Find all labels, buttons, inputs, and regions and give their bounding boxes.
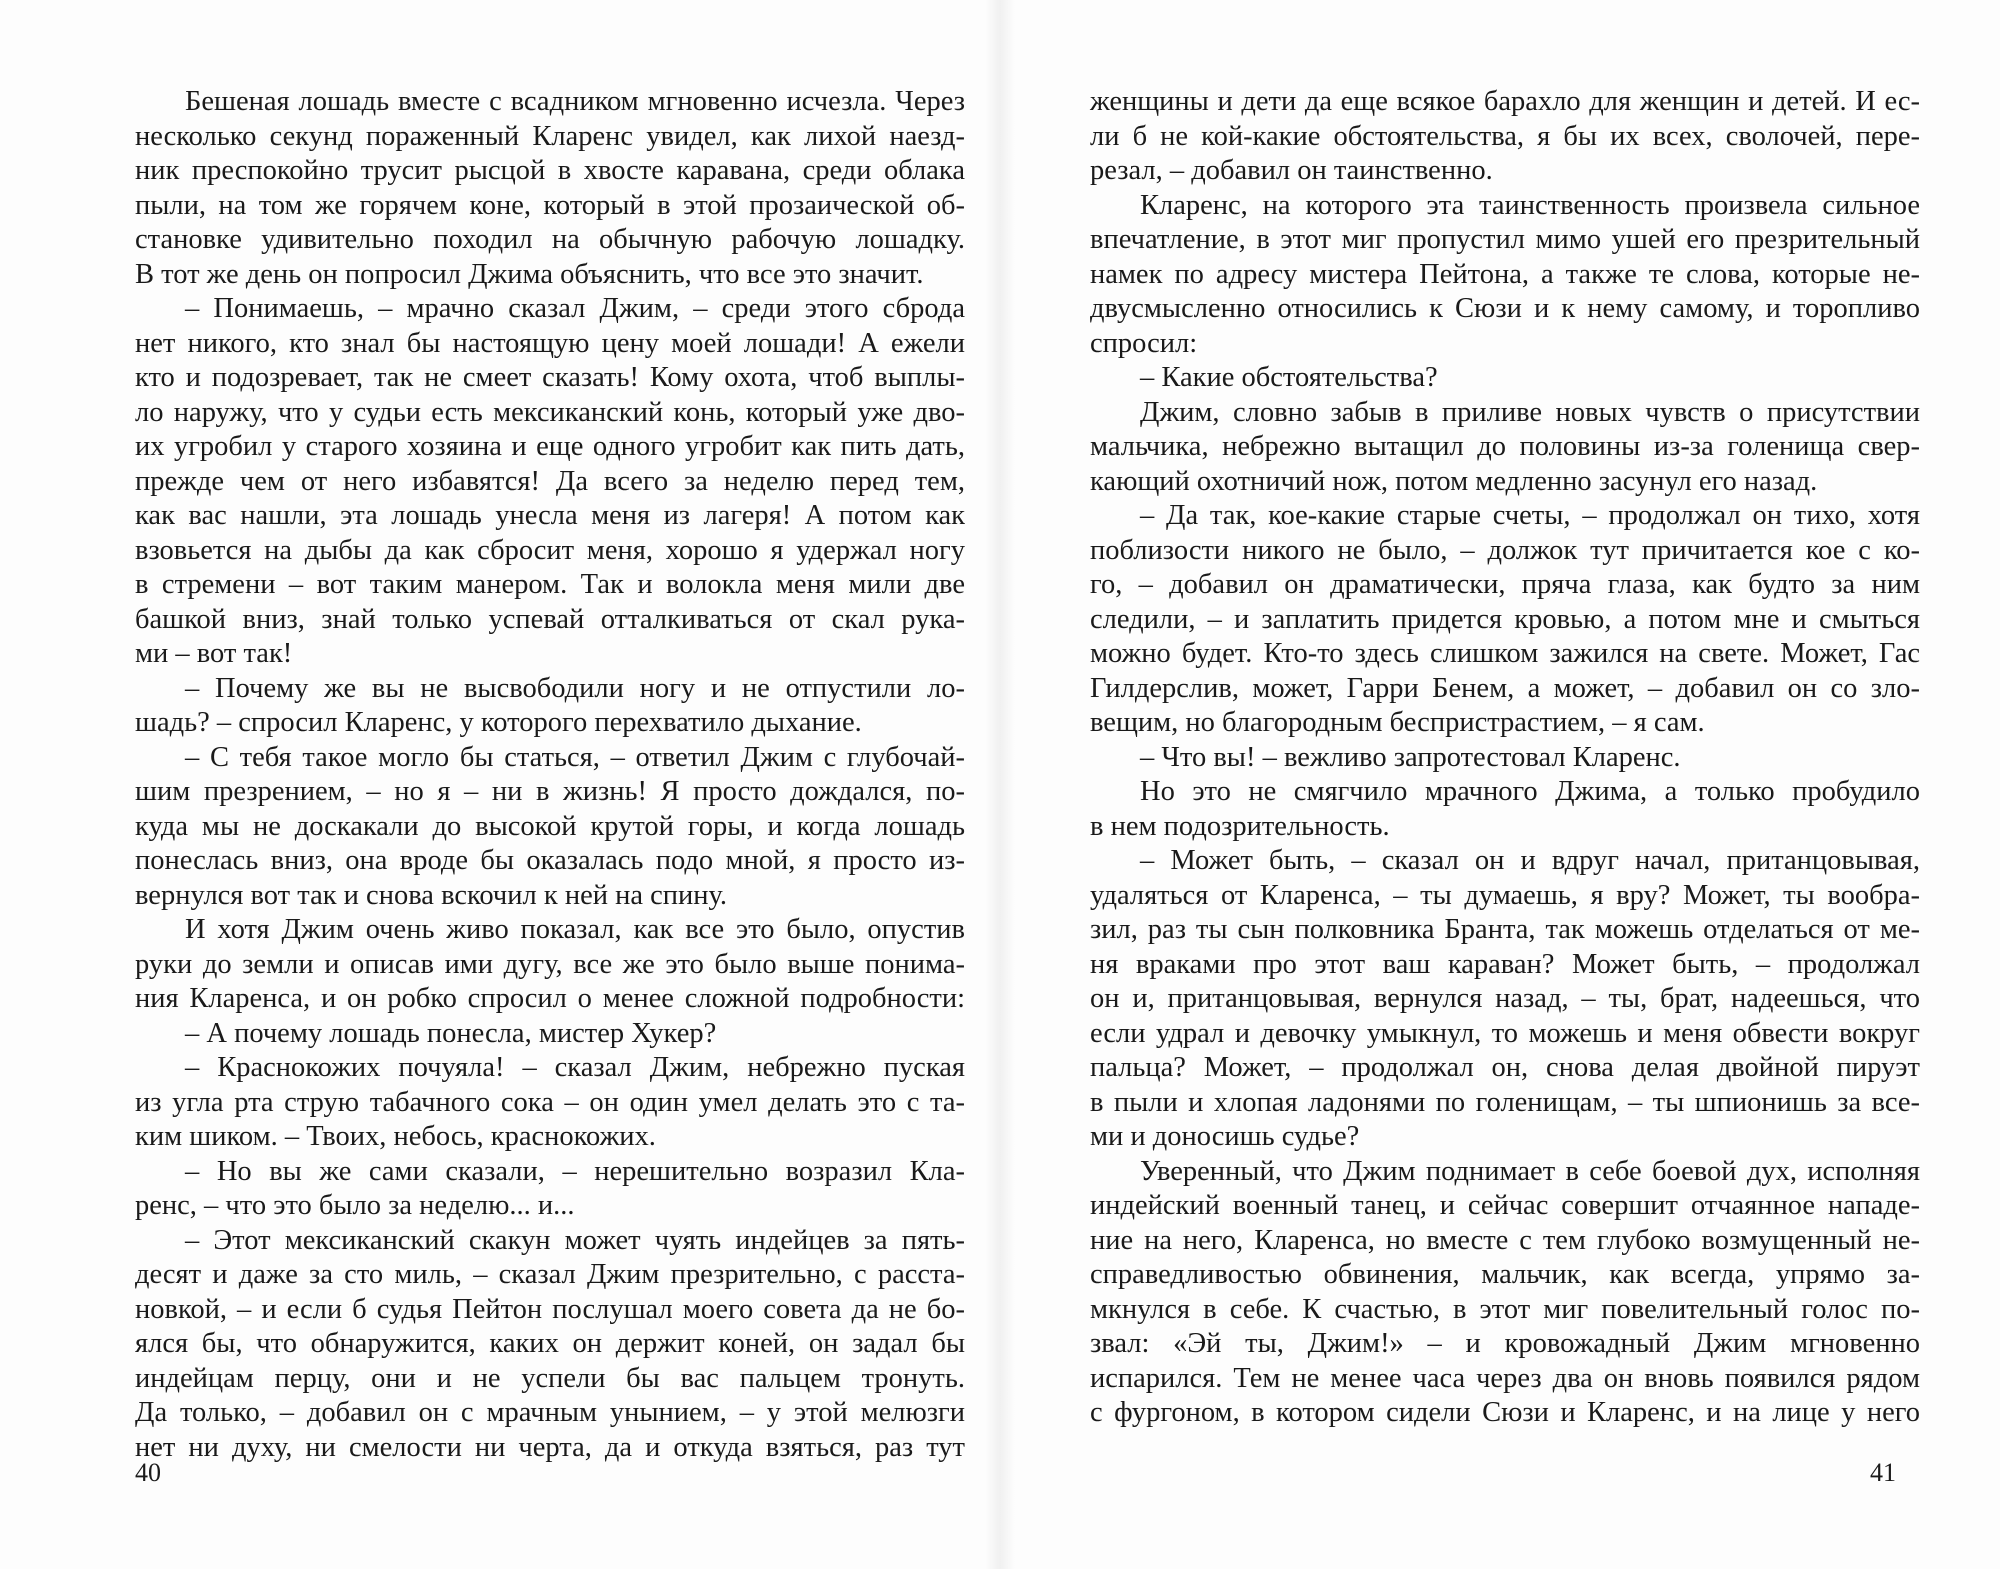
text-line: – Да так, кое-какие старые счеты, – продолжал он тихо, хотя xyxy=(1140,500,1920,531)
text-line: Да только, – добавил он с мрачным унынием, – у этой мелюзги xyxy=(135,1397,965,1428)
text-line: – Почему же вы не высвободили ногу и не отпустили ло- xyxy=(185,672,965,704)
text-line: ми и доносишь судье? xyxy=(1090,1121,1360,1152)
text-line: взовьется на дыбы да как сбросит меня, хорошо я удержал ногу xyxy=(135,534,965,566)
text-line: – Какие обстоятельства? xyxy=(1140,362,1438,393)
text-line: понеслась вниз, она вроде бы оказалась подо мной, я просто из- xyxy=(135,845,965,876)
left-page xyxy=(135,85,965,1465)
text-line: – Понимаешь, – мрачно сказал Джим, – среди этого сброда xyxy=(185,293,965,324)
text-line: индейский военный танец, и сейчас совершит отчаянное нападе- xyxy=(1090,1190,1920,1221)
text-line: Уверенный, что Джим поднимает в себе боевой дух, исполняя xyxy=(1140,1155,1920,1187)
right-page xyxy=(1090,85,1920,1431)
text-line: если удрал и девочку умыкнул, то можешь и меня обвести вокруг xyxy=(1090,1017,1920,1049)
text-line: нет ни духу, ни смелости ни черта, да и откуда взяться, раз тут xyxy=(135,1431,965,1463)
text-line: пыли, на том же горячем коне, который в этой прозаической об- xyxy=(135,189,965,221)
text-line: впечатление, в этот миг пропустил мимо ушей его презрительный xyxy=(1090,224,1920,255)
text-line: новкой, – и если б судья Пейтон послушал моего совета да не бо- xyxy=(135,1293,965,1325)
text-line: Гилдерслив, может, Гарри Бенем, а может, – добавил он со зло- xyxy=(1090,672,1920,704)
text-line: Но это не смягчило мрачного Джима, а только пробудило xyxy=(1140,776,1920,807)
text-line: он и, пританцовывая, вернулся назад, – ты, брат, надеешься, что xyxy=(1090,983,1920,1014)
text-line: мальчика, небрежно вытащил до половины из-за голенища свер- xyxy=(1090,431,1920,462)
text-line: Джим, словно забыв в приливе новых чувств о присутствии xyxy=(1140,396,1920,428)
text-line: в пыли и хлопая ладонями по голенищам, – ты шпионишь за все- xyxy=(1090,1086,1920,1118)
text-line: ло наружу, что у судьи есть мексиканский конь, который уже дво- xyxy=(135,396,965,428)
text-line: шим презрением, – но я – ни в жизнь! Я просто дождался, по- xyxy=(135,776,965,807)
text-line: индейцам перцу, они и не успели бы вас пальцем тронуть. xyxy=(135,1362,965,1394)
text-line: звал: «Эй ты, Джим!» – и кровожадный Джим мгновенно xyxy=(1090,1328,1920,1359)
text-line: мкнулся в себе. К счастью, в этот миг повелительный голос по- xyxy=(1090,1293,1920,1325)
text-line: – Этот мексиканский скакун может чуять индейцев за пять- xyxy=(185,1224,965,1256)
text-line: в нем подозрительность. xyxy=(1090,810,1390,842)
page-number-left: 40 xyxy=(135,1458,161,1487)
text-line: намек по адресу мистера Пейтона, а также те слова, которые не- xyxy=(1090,258,1920,290)
text-line: испарился. Тем не менее часа через два он вновь появился рядом xyxy=(1090,1362,1920,1394)
text-line: зил, раз ты сын полковника Бранта, так можешь отделаться от ме- xyxy=(1090,914,1920,945)
text-line: поблизости никого не было, – должок тут причитается кое с ко- xyxy=(1090,534,1920,566)
text-line: как вас нашли, эта лошадь унесла меня из лагеря! А потом как xyxy=(135,500,965,531)
text-line: ми – вот так! xyxy=(135,638,293,669)
text-line: – Что вы! – вежливо запротестовал Кларенс. xyxy=(1140,741,1681,773)
text-line: – С тебя такое могло бы статься, – ответил Джим с глубочай- xyxy=(185,741,965,773)
text-line: И хотя Джим очень живо показал, как все это было, опустив xyxy=(185,914,965,945)
text-line: следили, – и заплатить придется кровью, а потом мне и смыться xyxy=(1090,603,1920,635)
text-line: В тот же день он попросил Джима объяснить, что все это значит. xyxy=(135,258,924,290)
text-line: ренс, – что это было за неделю... и... xyxy=(135,1190,575,1221)
text-line: в стремени – вот таким манером. Так и волокла меня мили две xyxy=(135,569,965,600)
text-line: прежде чем от него избавятся! Да всего за неделю перед тем, xyxy=(135,465,965,497)
text-line: с фургоном, в котором сидели Сюзи и Кларенс, и на лице у него xyxy=(1090,1397,1920,1428)
text-line: куда мы не доскакали до высокой крутой горы, и когда лошадь xyxy=(135,810,965,842)
text-line: шадь? – спросил Кларенс, у которого перехватило дыхание. xyxy=(135,707,862,738)
text-line: спросил: xyxy=(1090,327,1198,359)
text-line: кто и подозревает, так не смеет сказать! Кому охота, чтоб выплы- xyxy=(135,362,965,393)
text-line: их угробил у старого хозяина и еще одного угробит как пить дать, xyxy=(135,431,965,462)
text-line: ние на него, Кларенса, но вместе с тем глубоко возмущенный не- xyxy=(1090,1224,1920,1256)
text-line: вернулся вот так и снова вскочил к ней на спину. xyxy=(135,879,728,911)
text-line: – А почему лошадь понесла, мистер Хукер? xyxy=(185,1017,717,1049)
text-line: руки до земли и описав ими дугу, все же это было выше понима- xyxy=(135,948,965,980)
text-line: ялся бы, что обнаружится, каких он держит коней, он задал бы xyxy=(135,1328,965,1359)
text-line: удаляться от Кларенса, – ты думаешь, я вру? Может, ты вообра- xyxy=(1090,879,1920,911)
text-line: справедливостью обвинения, мальчик, как всегда, упрямо за- xyxy=(1090,1259,1920,1290)
text-line: ли б не кой-какие обстоятельства, я бы их всех, сволочей, пере- xyxy=(1090,120,1920,152)
text-line: ния Кларенса, и он робко спросил о менее сложной подробности: xyxy=(135,983,965,1014)
page-number-right: 41 xyxy=(1870,1458,1896,1487)
text-line: становке удивительно походил на обычную рабочую лошадку. xyxy=(135,224,965,255)
text-line: го, – добавил он драматически, пряча глаза, как будто за ним xyxy=(1090,569,1920,600)
text-line: Бешеная лошадь вместе с всадником мгновенно исчезла. Через xyxy=(185,86,965,117)
book-gutter xyxy=(985,0,1015,1569)
right-page-text xyxy=(1090,85,1920,1431)
text-line: кающий охотничий нож, потом медленно засунул его назад. xyxy=(1090,465,1818,497)
text-line: пальца? Может, – продолжал он, снова делая двойной пируэт xyxy=(1090,1052,1920,1083)
left-page-text xyxy=(135,85,965,1465)
text-line: ник преспокойно трусит рысцой в хвосте каравана, среди облака xyxy=(135,155,965,186)
text-line: нет никого, кто знал бы настоящую цену моей лошади! А ежели xyxy=(135,327,965,359)
text-line: – Может быть, – сказал он и вдруг начал, пританцовывая, xyxy=(1140,845,1920,876)
text-line: вещим, но благородным беспристрастием, – я сам. xyxy=(1090,707,1705,738)
text-line: резал, – добавил он таинственно. xyxy=(1090,155,1493,186)
text-line: десят и даже за сто миль, – сказал Джим презрительно, с расста- xyxy=(135,1259,965,1290)
text-line: Кларенс, на которого эта таинственность произвела сильное xyxy=(1140,189,1920,221)
text-line: несколько секунд пораженный Кларенс увидел, как лихой наезд- xyxy=(135,120,965,152)
text-line: двусмысленно относились к Сюзи и к нему самому, и торопливо xyxy=(1090,293,1920,324)
text-line: – Но вы же сами сказали, – нерешительно возразил Кла- xyxy=(185,1155,965,1187)
text-line: ким шиком. – Твоих, небось, краснокожих. xyxy=(135,1121,656,1152)
text-line: женщины и дети да еще всякое барахло для женщин и детей. И ес- xyxy=(1090,86,1920,117)
text-line: башкой вниз, знай только успевай отталкиваться от скал рука- xyxy=(135,603,965,635)
text-line: из угла рта струю табачного сока – он один умел делать это с та- xyxy=(135,1086,965,1118)
text-line: – Краснокожих почуяла! – сказал Джим, небрежно пуская xyxy=(185,1052,965,1083)
text-line: можно будет. Кто-то здесь слишком зажился на свете. Может, Гас xyxy=(1090,638,1920,669)
text-line: ня враками про этот ваш караван? Может быть, – продолжал xyxy=(1090,948,1920,980)
